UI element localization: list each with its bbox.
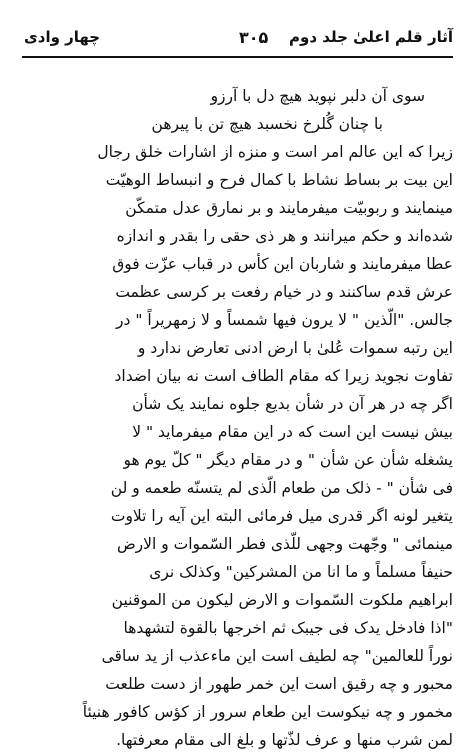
text-line: جالس. "الّذین " لا یرون فیها شمساً و لا زمهریراً " در — [116, 311, 453, 329]
text-line: زیرا که این عالم امر است و منزه از اشارات خلق رجال — [97, 143, 453, 161]
text-line: ابراهیم ملکوت السّموات و الارض لیکون من الموقنین — [111, 591, 453, 609]
text-line: این بیت بر بساط نشاط با کمال فرح و انبساط الوهیّت — [105, 171, 453, 189]
text-line: حنیفاً مسلماً و ما انا من المشرکین" وکذلک نری — [149, 563, 453, 581]
text-line: اگر چه در هر آن در شأن بدیع جلوه نمایند یک شأن — [132, 395, 453, 413]
page-number: ۳۰۵ — [239, 28, 269, 47]
header-rule — [22, 56, 453, 58]
text-line: نوراً للعالمین" چه لطیف است این ماءعذب از ید ساقی — [101, 647, 453, 665]
text-line: شده‌اند و حکم میرانند و هر ذی حقی را بقدر و اندازه — [116, 227, 453, 245]
text-line: عطا میفرمایند و شاربان این کأس در قباب عزّت فوق — [112, 255, 453, 273]
text-line: "اذا فادخل یدک فی جیبک ثم اخرجها بالقوة لتشهدها — [123, 619, 453, 637]
text-line: لمن شرب منها و عرف لذّتها و بلغ الی مقام معرفتها. — [116, 731, 453, 749]
book-title: آثار قلم اعلیٰ جلد دوم — [289, 28, 453, 46]
verse-line: با چنان گُلرخ نخسبد هیچ تن با پیرهن — [151, 115, 383, 133]
text-line: مینمایند و ربوبیّت میفرمایند و بر نمارق عدل متمکّن — [125, 199, 453, 217]
text-line: این رتبه سموات عُلیٰ با ارض ادنی تعارض ندارد و — [137, 339, 453, 357]
chapter-title: چهار وادی — [24, 28, 101, 46]
text-line: مخمور و چه نیکوست این طعام سرور از کؤس کافور هنیئاً — [82, 703, 453, 721]
page-header — [24, 28, 453, 52]
text-line: محبور و چه رقیق است این خمر طهور از دست طلعت — [105, 675, 453, 693]
text-line: یتغیر لونه اگر قدری میل فرمائی البته این آیه را تلاوت — [110, 507, 453, 525]
text-line: عرش قدم ساکنند و در خیام رفعت بر کرسی عظمت — [115, 283, 453, 301]
text-line: مینمائی " وجّهت وجهی للّذی فطر السّموات و الارض — [116, 535, 453, 553]
text-line: تفاوت نجوید زیرا که مقام الطاف است نه بیان اضداد — [114, 367, 453, 385]
text-line: فی شأن " - ذلک من طعام الّذی لم یتسنّه طعمه و لن — [110, 479, 453, 497]
text-line: بیش نیست این است که در این مقام میفرماید " لا — [132, 423, 453, 441]
body-text — [24, 82, 453, 754]
text-line: یشغله شأن عن شأن " و در مقام دیگر " کلّ یوم هو — [123, 451, 453, 469]
verse-line: سوی آن دلبر نپوید هیچ دل با آرزو — [210, 87, 425, 105]
